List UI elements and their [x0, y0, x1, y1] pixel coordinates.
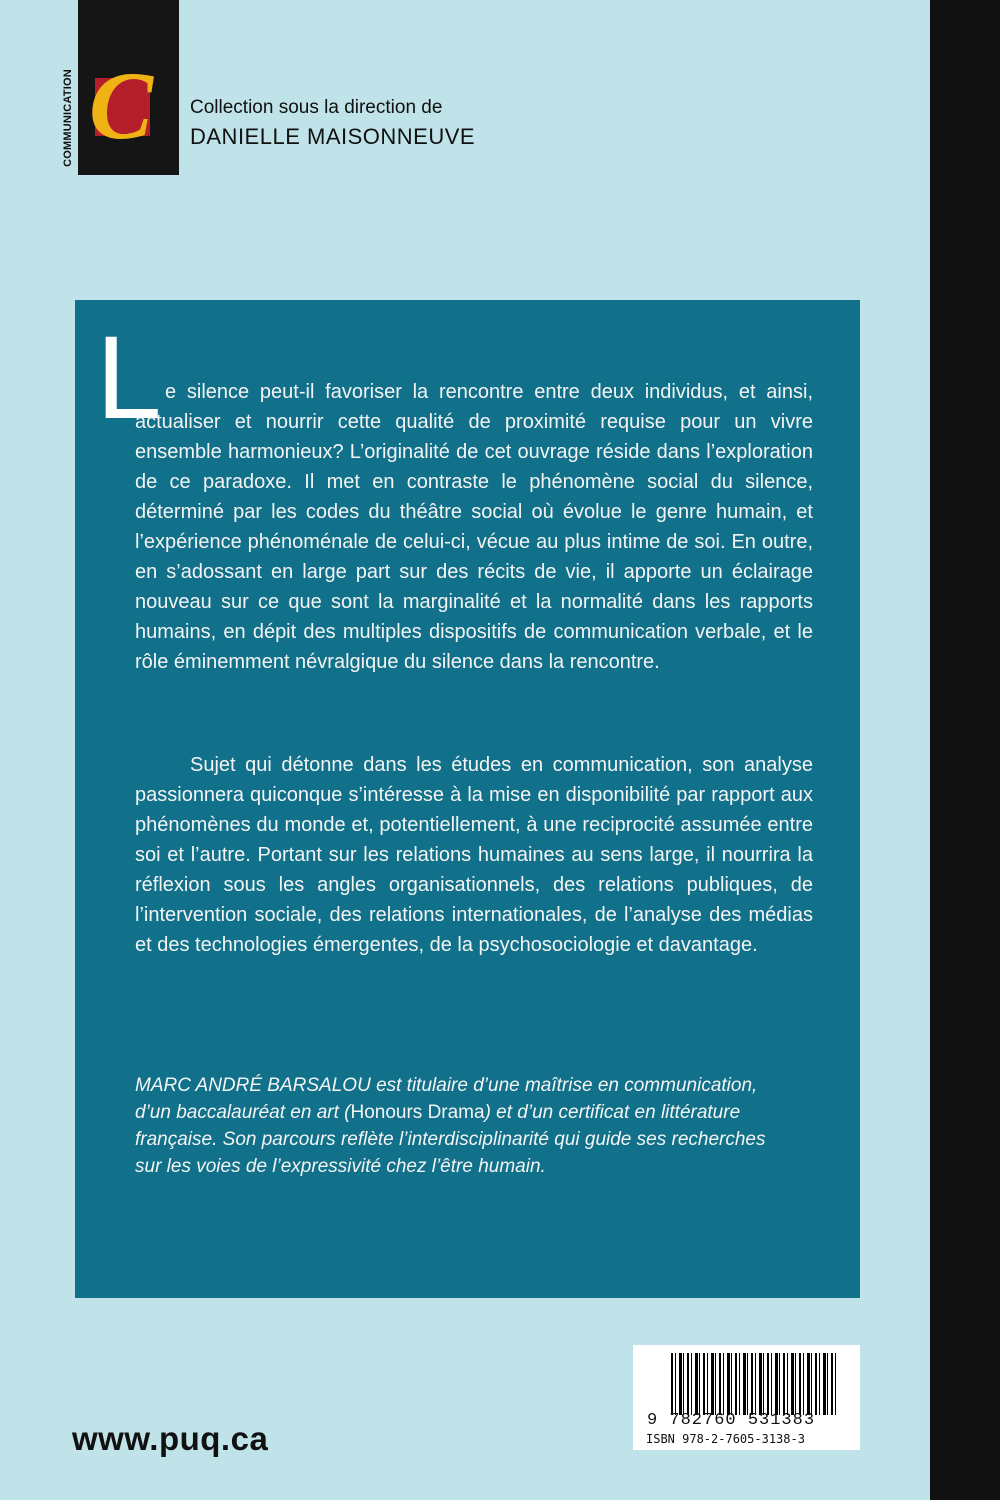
website-url: www.puq.ca — [72, 1420, 269, 1457]
logo-vertical-band — [58, 60, 78, 175]
summary-dropcap: L — [96, 312, 162, 444]
collection-direction-label: Collection sous la direction de — [190, 97, 443, 118]
barcode-bars — [671, 1353, 836, 1415]
author-bio-part-1: MARC ANDRÉ BARSALOU est titulaire d’une maîtrise en communication, d’un baccalauréat en art ( — [135, 1075, 758, 1123]
logo-vertical-label: COMMUNICATION — [62, 68, 74, 167]
logo-c-letter: C — [88, 52, 154, 159]
collection-director-name: DANIELLE MAISONNEUVE — [190, 124, 476, 149]
author-bio — [135, 1072, 775, 1180]
barcode-digits: 9 782760 531383 — [647, 1411, 816, 1430]
summary-paragraph-2: Sujet qui détonne dans les études en communication, son analyse passionnera quiconque s’intéresse à la mise en disponibilité par rapport aux phénomènes du monde et, potentiellement, à une reciprocité assumée entre soi et l’autre. Portant sur les relations humaines au sens large, il nourrira la réflexion sous les angles organisationnels, des relations publiques, de l’intervention sociale, des relations internationales, de l’analyse des médias et des technologies émergentes, de la psychosociologie et davantage. — [135, 754, 813, 956]
author-bio-part-3: ) et d’un certificat en littérature française. Son parcours reflète l’interdisciplinarité qui guide ses recherches sur les voies de l’expressivité chez l’être humain. — [135, 1102, 766, 1177]
barcode — [633, 1345, 860, 1450]
isbn-label: ISBN 978-2-7605-3138-3 — [646, 1432, 805, 1446]
author-bio-part-2: Honours Drama — [350, 1102, 485, 1123]
summary-paragraph-1: e silence peut-il favoriser la rencontre entre deux individus, et ainsi, actualiser et nourrir cette qualité de proximité requise pour un vivre ensemble harmonieux? L’originalité de cet ouvrage réside dans l’exploration de ce paradoxe. Il met en contraste le phénomène social du silence, déterminé par les codes du théâtre social où évolue le genre humain, et l’expérience phénoménale de celui-ci, vécue au plus intime de soi. En outre, en s’adossant en large part sur des récits de vie, il apporte un éclairage nouveau sur ce que sont la marginalité et la normalité dans les rapports humains, en dépit des multiples dispositifs de communication verbale, et le rôle éminemment névralgique du silence dans la rencontre. — [135, 381, 813, 673]
right-edge-strip — [930, 0, 1000, 1500]
